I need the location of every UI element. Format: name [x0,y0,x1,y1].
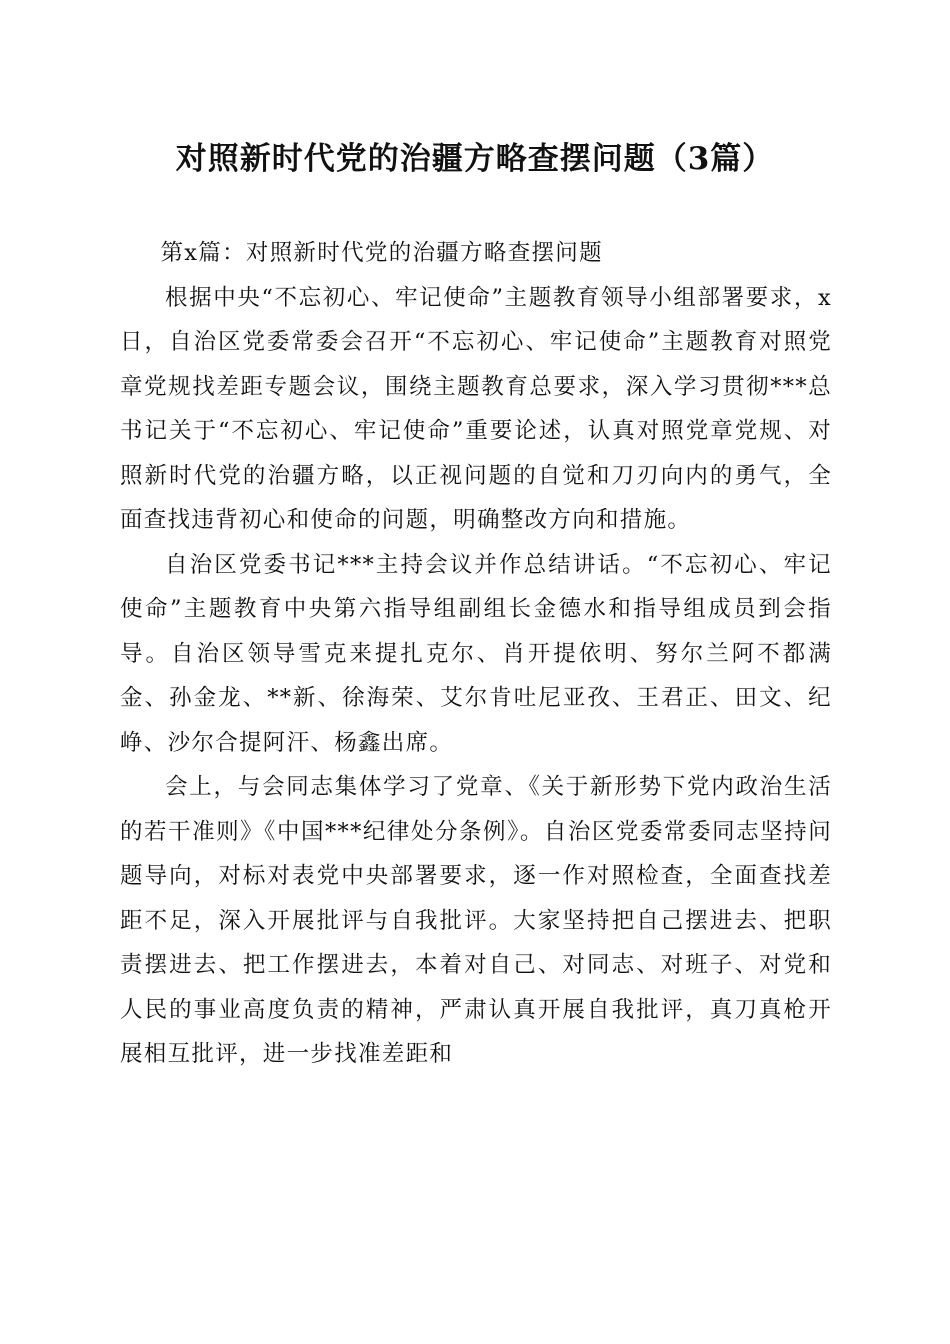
paragraph-1: 根据中央“不忘初心、牢记使命”主题教育领导小组部署要求，x日，自治区党委常委会召开“不忘初心、牢记使命”主题教育对照党章党规找差距专题会议，围绕主题教育总要求，深入学习贯彻***总书记关于“不忘初心、牢记使命”重要论述，认真对照党章党规、对照新时代党的治疆方略，以正视问题的自觉和刀刃向内的勇气，全面查找违背初心和使命的问题，明确整改方向和措施。 [120,284,832,533]
section-heading: 第x篇：对照新时代党的治疆方略查摆问题 [160,240,603,266]
paragraph-2: 自治区党委书记***主持会议并作总结讲话。“不忘初心、牢记使命”主题教育中央第六指导组副组长金德水和指导组成员到会指导。自治区领导雪克来提扎克尔、肖开提依明、努尔兰阿不都满金、孙金龙、**新、徐海荣、艾尔肯吐尼亚孜、王君正、田文、纪峥、沙尔合提阿汗、杨鑫出席。 [120,551,832,756]
paragraph-3: 会上，与会同志集体学习了党章、《关于新形势下党内政治生活的若干准则》《中国***纪律处分条例》。自治区党委常委同志坚持问题导向，对标对表党中央部署要求，逐一作对照检查，全面查找差距不足，深入开展批评与自我批评。大家坚持把自己摆进去、把职责摆进去、把工作摆进去，本着对自己、对同志、对班子、对党和人民的事业高度负责的精神，严肃认真开展自我批评，真刀真枪开展相互批评，进一步找准差距和 [120,774,832,1067]
document-title: 对照新时代党的治疆方略查摆问题（3篇） [175,141,775,177]
document-body [120,231,832,1077]
